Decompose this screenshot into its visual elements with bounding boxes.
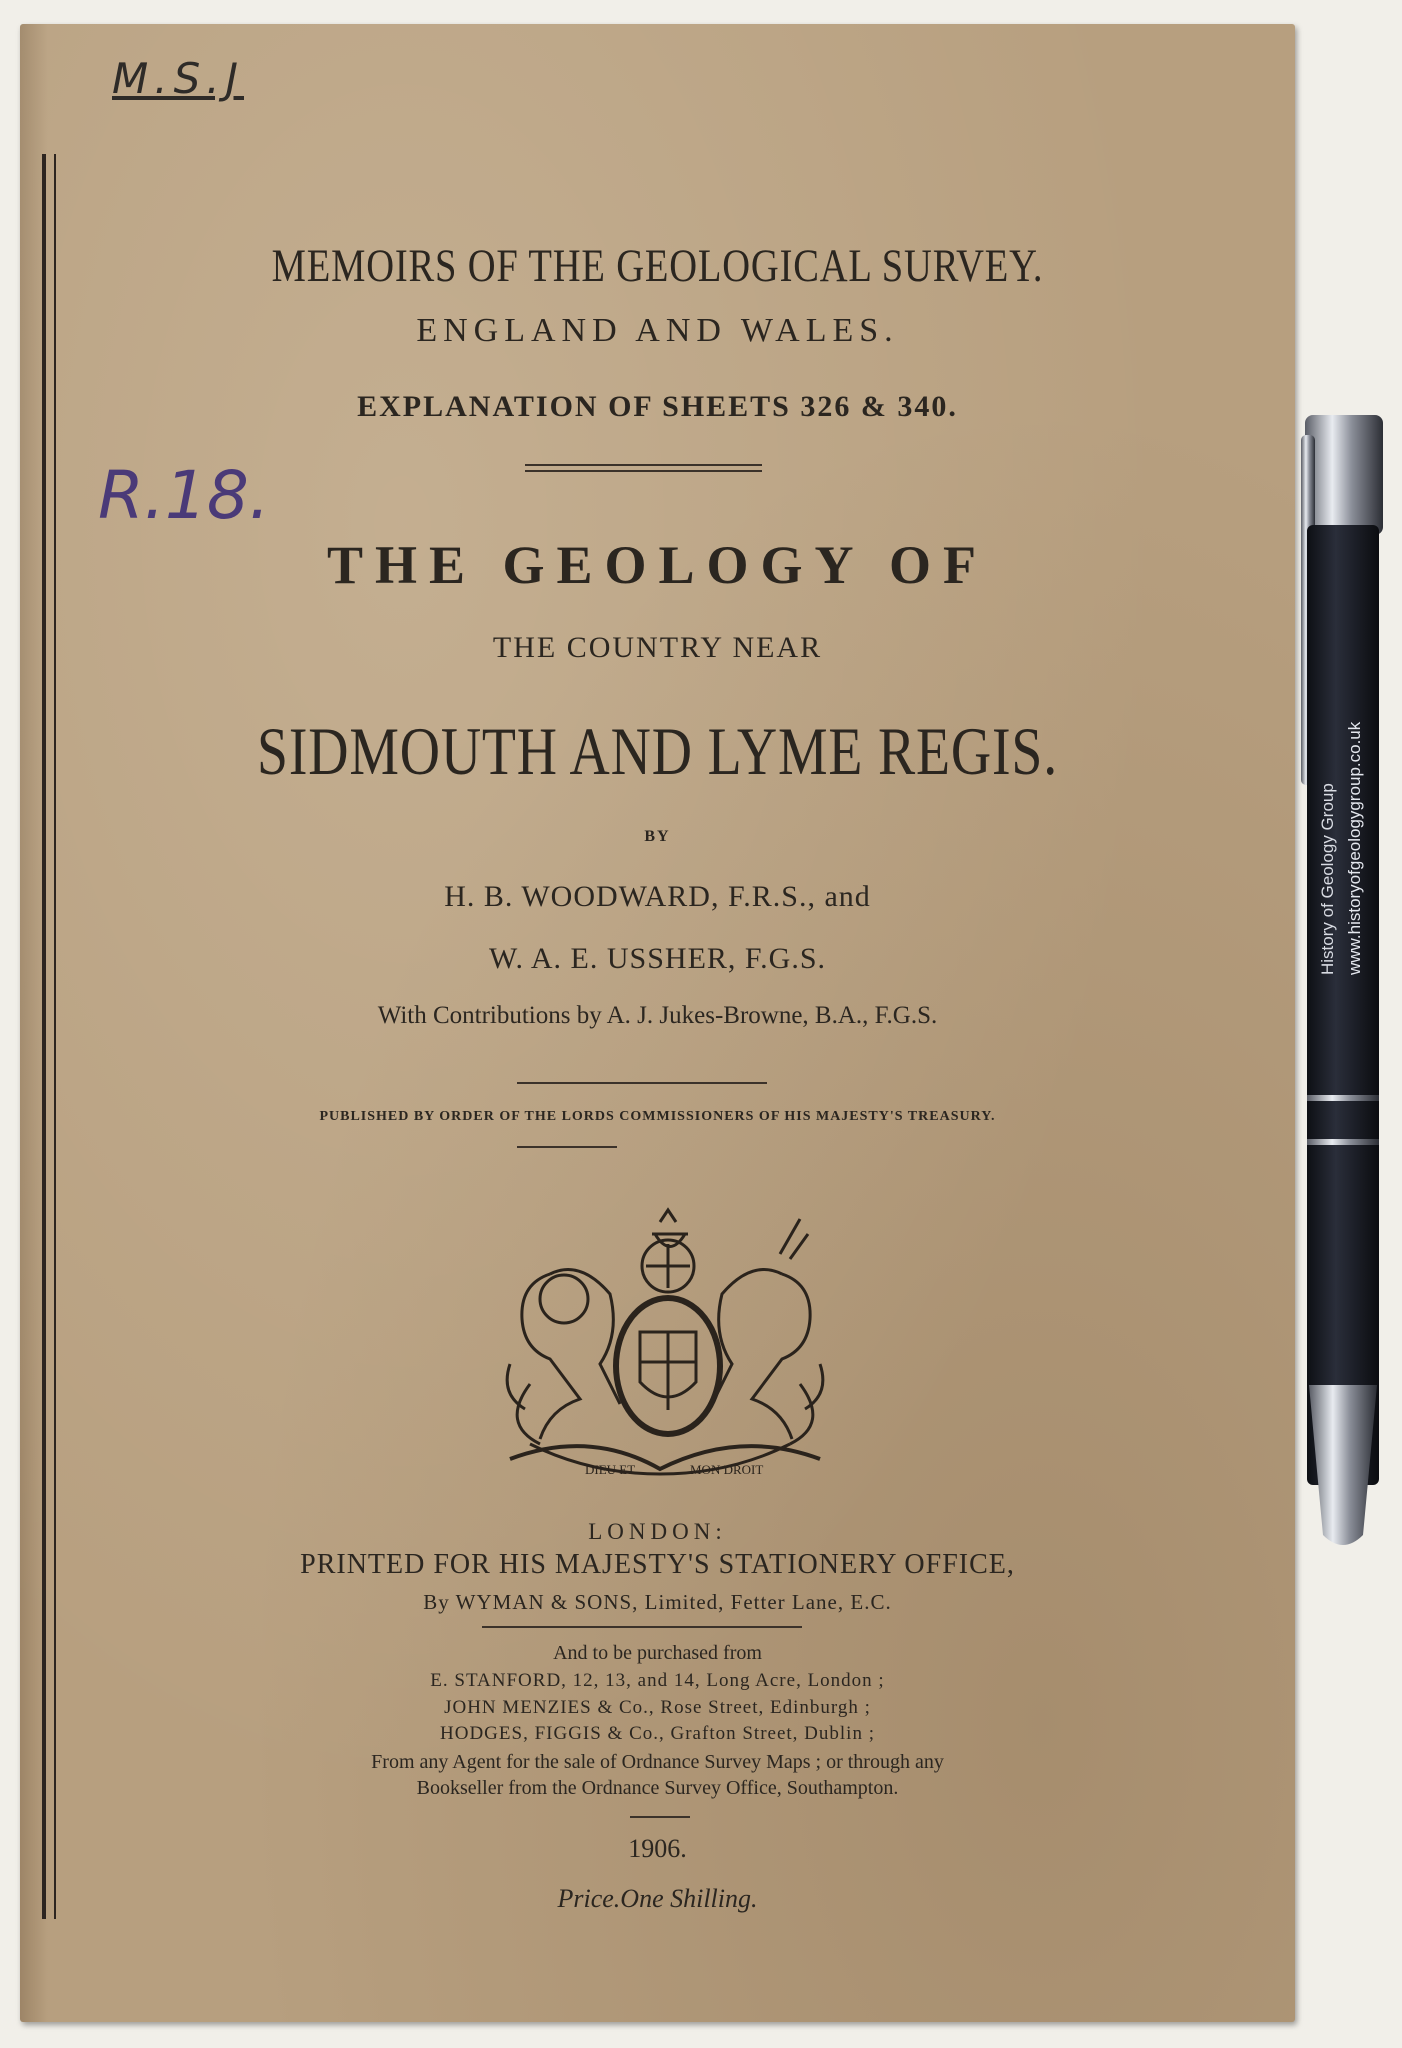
royal-coat-of-arms — [490, 1204, 840, 1494]
city: LONDON: — [588, 1519, 727, 1544]
printer: PRINTED FOR HIS MAJESTY'S STATIONERY OFFICE, — [300, 1549, 1015, 1580]
by-label: BY — [644, 828, 671, 845]
motto-right: MON DROIT — [690, 1462, 764, 1477]
separator-rule — [517, 1146, 617, 1148]
contributions: With Contributions by A. J. Jukes-Browne, B.A., F.G.S. — [377, 1002, 938, 1029]
series-title: MEMOIRS OF THE GEOLOGICAL SURVEY. — [271, 240, 1044, 292]
book-title-line3: SIDMOUTH AND LYME REGIS. — [257, 713, 1058, 789]
pen-ring — [1307, 1095, 1379, 1101]
year: 1906. — [628, 1834, 687, 1863]
purchase-intro: And to be purchased from — [553, 1642, 762, 1664]
pen-cap-chrome — [1305, 415, 1383, 535]
seller-4: From any Agent for the sale of Ordnance Survey Maps ; or through any — [371, 1751, 944, 1773]
double-rule — [525, 464, 762, 466]
pen-ring — [1307, 1139, 1379, 1145]
separator-rule — [517, 1082, 767, 1084]
pen — [1295, 415, 1390, 1555]
sheets-title: EXPLANATION OF SHEETS 326 & 340. — [357, 390, 958, 423]
pen-tip — [1309, 1385, 1377, 1545]
region-title: ENGLAND AND WALES. — [416, 312, 899, 349]
seller-3: HODGES, FIGGIS & Co., Grafton Street, Dublin ; — [440, 1723, 875, 1744]
seller-2: JOHN MENZIES & Co., Rose Street, Edinburgh ; — [444, 1697, 871, 1718]
author-1: H. B. WOODWARD, F.R.S., and — [444, 880, 871, 913]
book-cover — [20, 24, 1295, 2022]
pen-text-line1: History of Geology Group — [1318, 783, 1337, 975]
handwritten-shelfmark: R.18. — [98, 457, 270, 534]
separator-rule — [630, 1816, 690, 1818]
double-rule — [525, 470, 762, 472]
handwritten-initials: M.S.J — [112, 54, 244, 103]
book-title-line1: THE GEOLOGY OF — [326, 535, 989, 595]
seller-1: E. STANFORD, 12, 13, and 14, Long Acre, London ; — [430, 1670, 885, 1691]
seller-5: Bookseller from the Ordnance Survey Office, Southampton. — [416, 1777, 899, 1799]
published-by: PUBLISHED BY ORDER OF THE LORDS COMMISSIONERS OF HIS MAJESTY'S TREASURY. — [319, 1109, 996, 1124]
pen-body — [1307, 525, 1379, 1485]
printer-by: By WYMAN & SONS, Limited, Fetter Lane, E.C. — [423, 1590, 892, 1614]
pen-text-line2: www.historyofgeologygroup.co.uk — [1345, 721, 1364, 975]
author-2: W. A. E. USSHER, F.G.S. — [488, 942, 827, 975]
separator-rule — [482, 1626, 802, 1628]
price: Price.One Shilling. — [557, 1884, 758, 1913]
book-title-line2: THE COUNTRY NEAR — [492, 631, 823, 664]
motto-left: DIEU ET — [585, 1462, 636, 1477]
